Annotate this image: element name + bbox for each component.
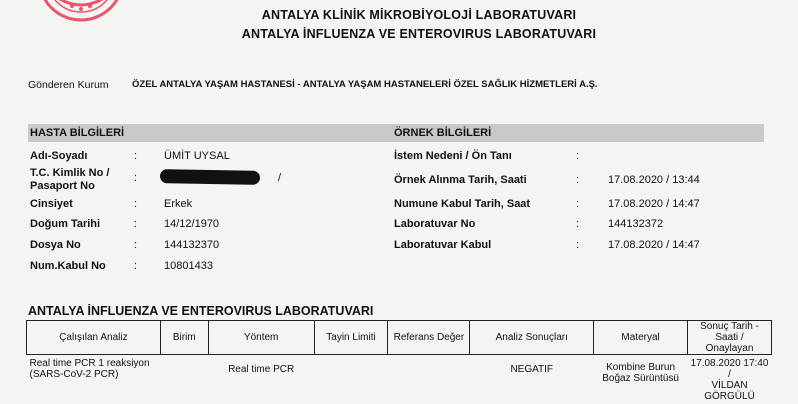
patient-file-label: Dosya No xyxy=(30,239,81,251)
patient-gender-label: Cinsiyet xyxy=(30,198,73,210)
colon: : xyxy=(576,198,580,210)
patient-accept-value: 10801433 xyxy=(164,260,213,272)
colon: : xyxy=(576,150,580,162)
patient-gender-value: Erkek xyxy=(164,198,193,210)
result-date: 17.08.2020 17:40 / xyxy=(690,358,769,380)
cell-material xyxy=(594,355,688,403)
material-line2: Boğaz Sürüntüsü xyxy=(602,373,679,384)
lab-header-title: ANTALYA KLİNİK MİKROBİYOLOJİ LABORATUVARI xyxy=(261,8,577,22)
sender-value: ÖZEL ANTALYA YAŞAM HASTANESİ - ANTALYA YAŞAM HASTANELERİ ÖZEL SAĞLIK HİZMETLERİ A.Ş. xyxy=(132,79,598,90)
table-row xyxy=(27,355,772,403)
cell-result: NEGATIF xyxy=(510,364,554,375)
lab-section-title: ANTALYA İNFLUENZA VE ENTEROVIRUS LABORATUVARI xyxy=(28,304,374,318)
lab-no-label: Laboratuvar No xyxy=(394,218,476,230)
cell-date-approver xyxy=(688,355,772,403)
sample-info-title: ÖRNEK BİLGİLERİ xyxy=(394,127,492,139)
lab-accept-value: 17.08.2020 / 14:47 xyxy=(608,239,700,251)
cell-analysis xyxy=(27,355,161,403)
colon: : xyxy=(576,239,580,251)
colon: : xyxy=(134,218,138,230)
sample-received-value: 17.08.2020 / 14:47 xyxy=(608,198,700,210)
colon: : xyxy=(134,260,138,272)
material-line1: Kombine Burun xyxy=(606,362,676,373)
lab-accept-label: Laboratuvar Kabul xyxy=(394,239,492,251)
sender-institution xyxy=(28,79,598,91)
patient-file-value: 144132370 xyxy=(164,239,220,251)
sample-received-label: Numune Kabul Tarih, Saat xyxy=(394,198,531,210)
cell-reference xyxy=(388,355,470,403)
sample-taken-value: 17.08.2020 / 13:44 xyxy=(608,174,700,186)
colon: : xyxy=(134,150,138,162)
colon: : xyxy=(576,174,580,186)
analysis-line1: Real time PCR 1 reaksiyon xyxy=(29,358,150,369)
patient-id-value: / xyxy=(278,172,282,184)
patient-id-label: T.C. Kimlik No / xyxy=(30,167,110,179)
col-material: Materyal xyxy=(594,321,688,355)
table-header-row xyxy=(27,321,772,355)
colon: : xyxy=(134,198,138,210)
col-analysis: Çalışılan Analiz xyxy=(27,321,161,355)
sample-reason-label: İstem Nedeni / Ön Tanı xyxy=(394,150,512,162)
redaction-mark xyxy=(160,169,260,185)
patient-name-label: Adı-Soyadı xyxy=(30,150,88,162)
patient-accept-label: Num.Kabul No xyxy=(30,260,106,272)
sample-taken-label: Örnek Alınma Tarih, Saati xyxy=(394,174,527,186)
lab-header-subtitle: ANTALYA İNFLUENZA VE ENTEROVIRUS LABORATUVARI xyxy=(241,27,597,41)
col-date-approver: Sonuç Tarih - Saati / Onaylayan xyxy=(688,321,772,355)
cell-unit xyxy=(160,355,208,403)
col-limit: Tayin Limiti xyxy=(314,321,388,355)
patient-birthdate-label: Doğum Tarihi xyxy=(30,218,101,230)
patient-birthdate-value: 14/12/1970 xyxy=(164,218,220,230)
cell-method: Real time PCR xyxy=(228,364,295,375)
patient-passport-label: Pasaport No xyxy=(30,180,95,192)
patient-name-value: ÜMİT UYSAL xyxy=(164,150,230,162)
colon: : xyxy=(134,172,138,184)
approver-line1: VİLDAN xyxy=(711,380,748,391)
col-unit: Birim xyxy=(160,321,208,355)
sender-label: Gönderen Kurum xyxy=(28,79,109,91)
colon: : xyxy=(576,218,580,230)
col-method: Yöntem xyxy=(208,321,314,355)
col-result: Analiz Sonuçları xyxy=(470,321,594,355)
cell-limit xyxy=(314,355,388,403)
analysis-line2: (SARS-CoV-2 PCR) xyxy=(29,369,119,380)
approver-line2: GÖRGÜLÜ xyxy=(704,391,755,402)
patient-info-title: HASTA BİLGİLERİ xyxy=(30,127,125,139)
results-table xyxy=(26,320,772,402)
colon: : xyxy=(134,239,138,251)
col-reference: Referans Değer xyxy=(388,321,470,355)
lab-no-value: 144132372 xyxy=(608,218,664,230)
